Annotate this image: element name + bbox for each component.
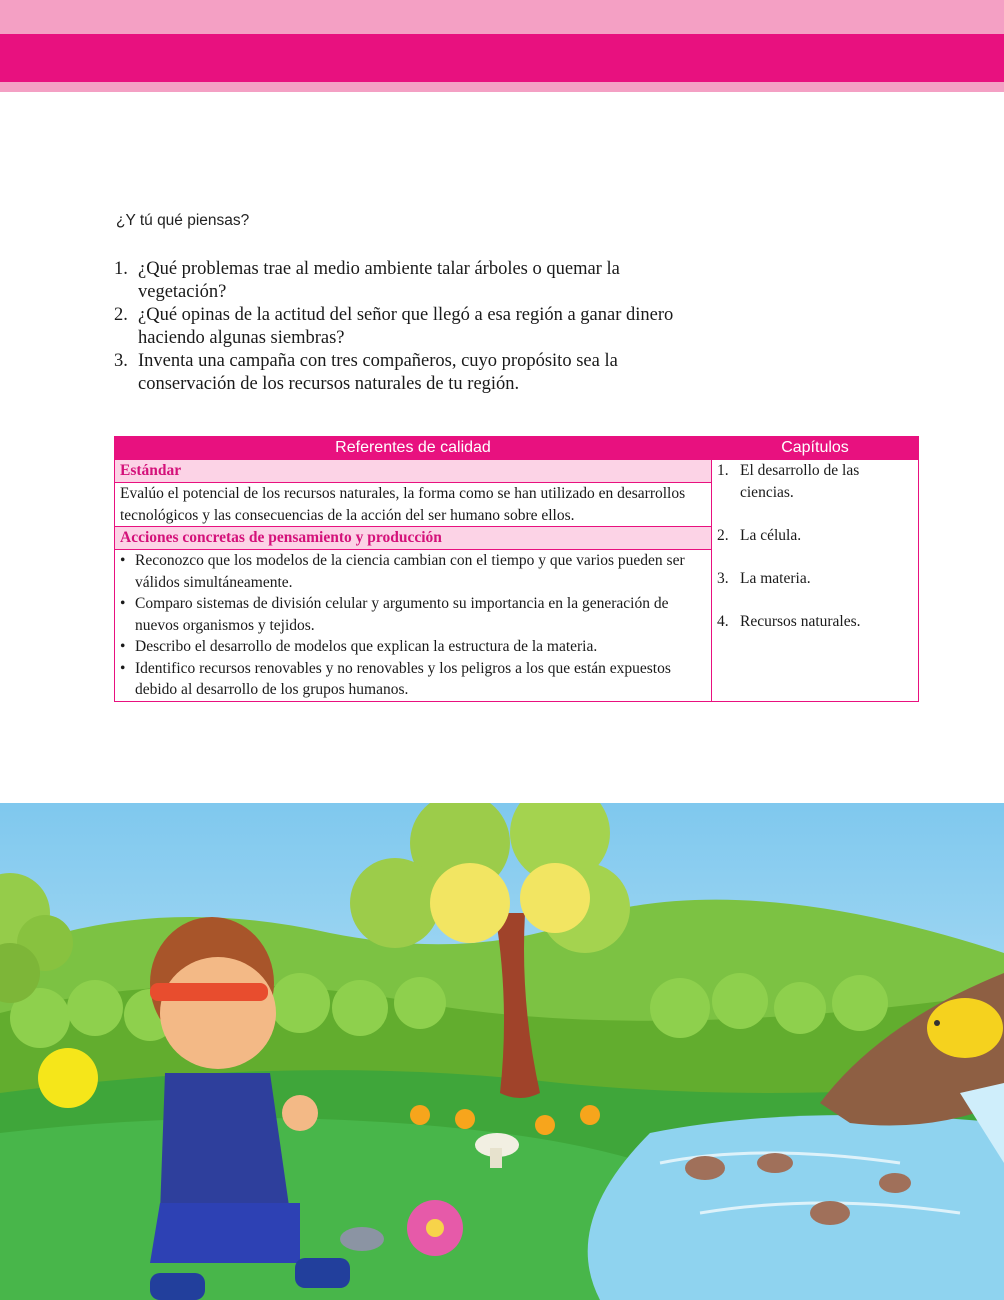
yellow-bird [927,998,1003,1058]
chapters-cell [712,460,919,702]
action-item: • Identifico recursos renovables y no renovables y los peligros a los que están expuestos debido al desarrollo de los grupos humanos. [120,658,706,701]
stone [340,1227,384,1251]
question-item: 1. ¿Qué problemas trae al medio ambiente talar árboles o quemar la vegetación? [114,259,620,302]
action-item: • Describo el desarrollo de modelos que explican la estructura de la materia. [120,636,706,658]
quality-referents-table [114,436,919,702]
question-item: 2. ¿Qué opinas de la actitud del señor que llegó a esa región a ganar dinero haciendo algunas siembras? [114,305,674,348]
header-band-magenta [0,34,1004,82]
header-band-light [0,0,1004,34]
action-list [120,550,706,701]
chapter-item: 2. La célula. [717,526,802,544]
question-list [114,258,694,396]
action-item: • Comparo sistemas de división celular y argumento su importancia en la generación de nuevos organismos y tejidos. [120,593,706,636]
chapter-list [717,460,913,632]
section-heading: ¿Y tú qué piensas? [116,212,250,229]
nature-illustration [0,803,1004,1300]
pond [588,1115,1004,1300]
standard-text: Evalúo el potencial de los recursos naturales, la forma como se han utilizado en desarrollos tecnológicos y las consecuencias de la acción del ser humano sobre ellos. [115,483,712,527]
chapter-item: 1. El desarrollo de las ciencias. [717,462,860,501]
chapter-item: 3. La materia. [717,569,811,587]
actions-cell [115,550,712,702]
action-item: • Reconozco que los modelos de la ciencia cambian con el tiempo y que varios pueden ser válidos simultáneamente. [120,550,706,593]
table-header-chapters: Capítulos [712,437,919,460]
yellow-flower [38,1048,98,1108]
table-header-referents: Referentes de calidad [115,437,712,460]
actions-label: Acciones concretas de pensamiento y producción [115,527,712,550]
header-band-light-bottom [0,82,1004,92]
chapter-item: 4. Recursos naturales. [717,612,861,630]
question-item: 3. Inventa una campaña con tres compañeros, cuyo propósito sea la conservación de los recursos naturales de tu región. [114,351,618,394]
standard-label: Estándar [115,460,712,483]
